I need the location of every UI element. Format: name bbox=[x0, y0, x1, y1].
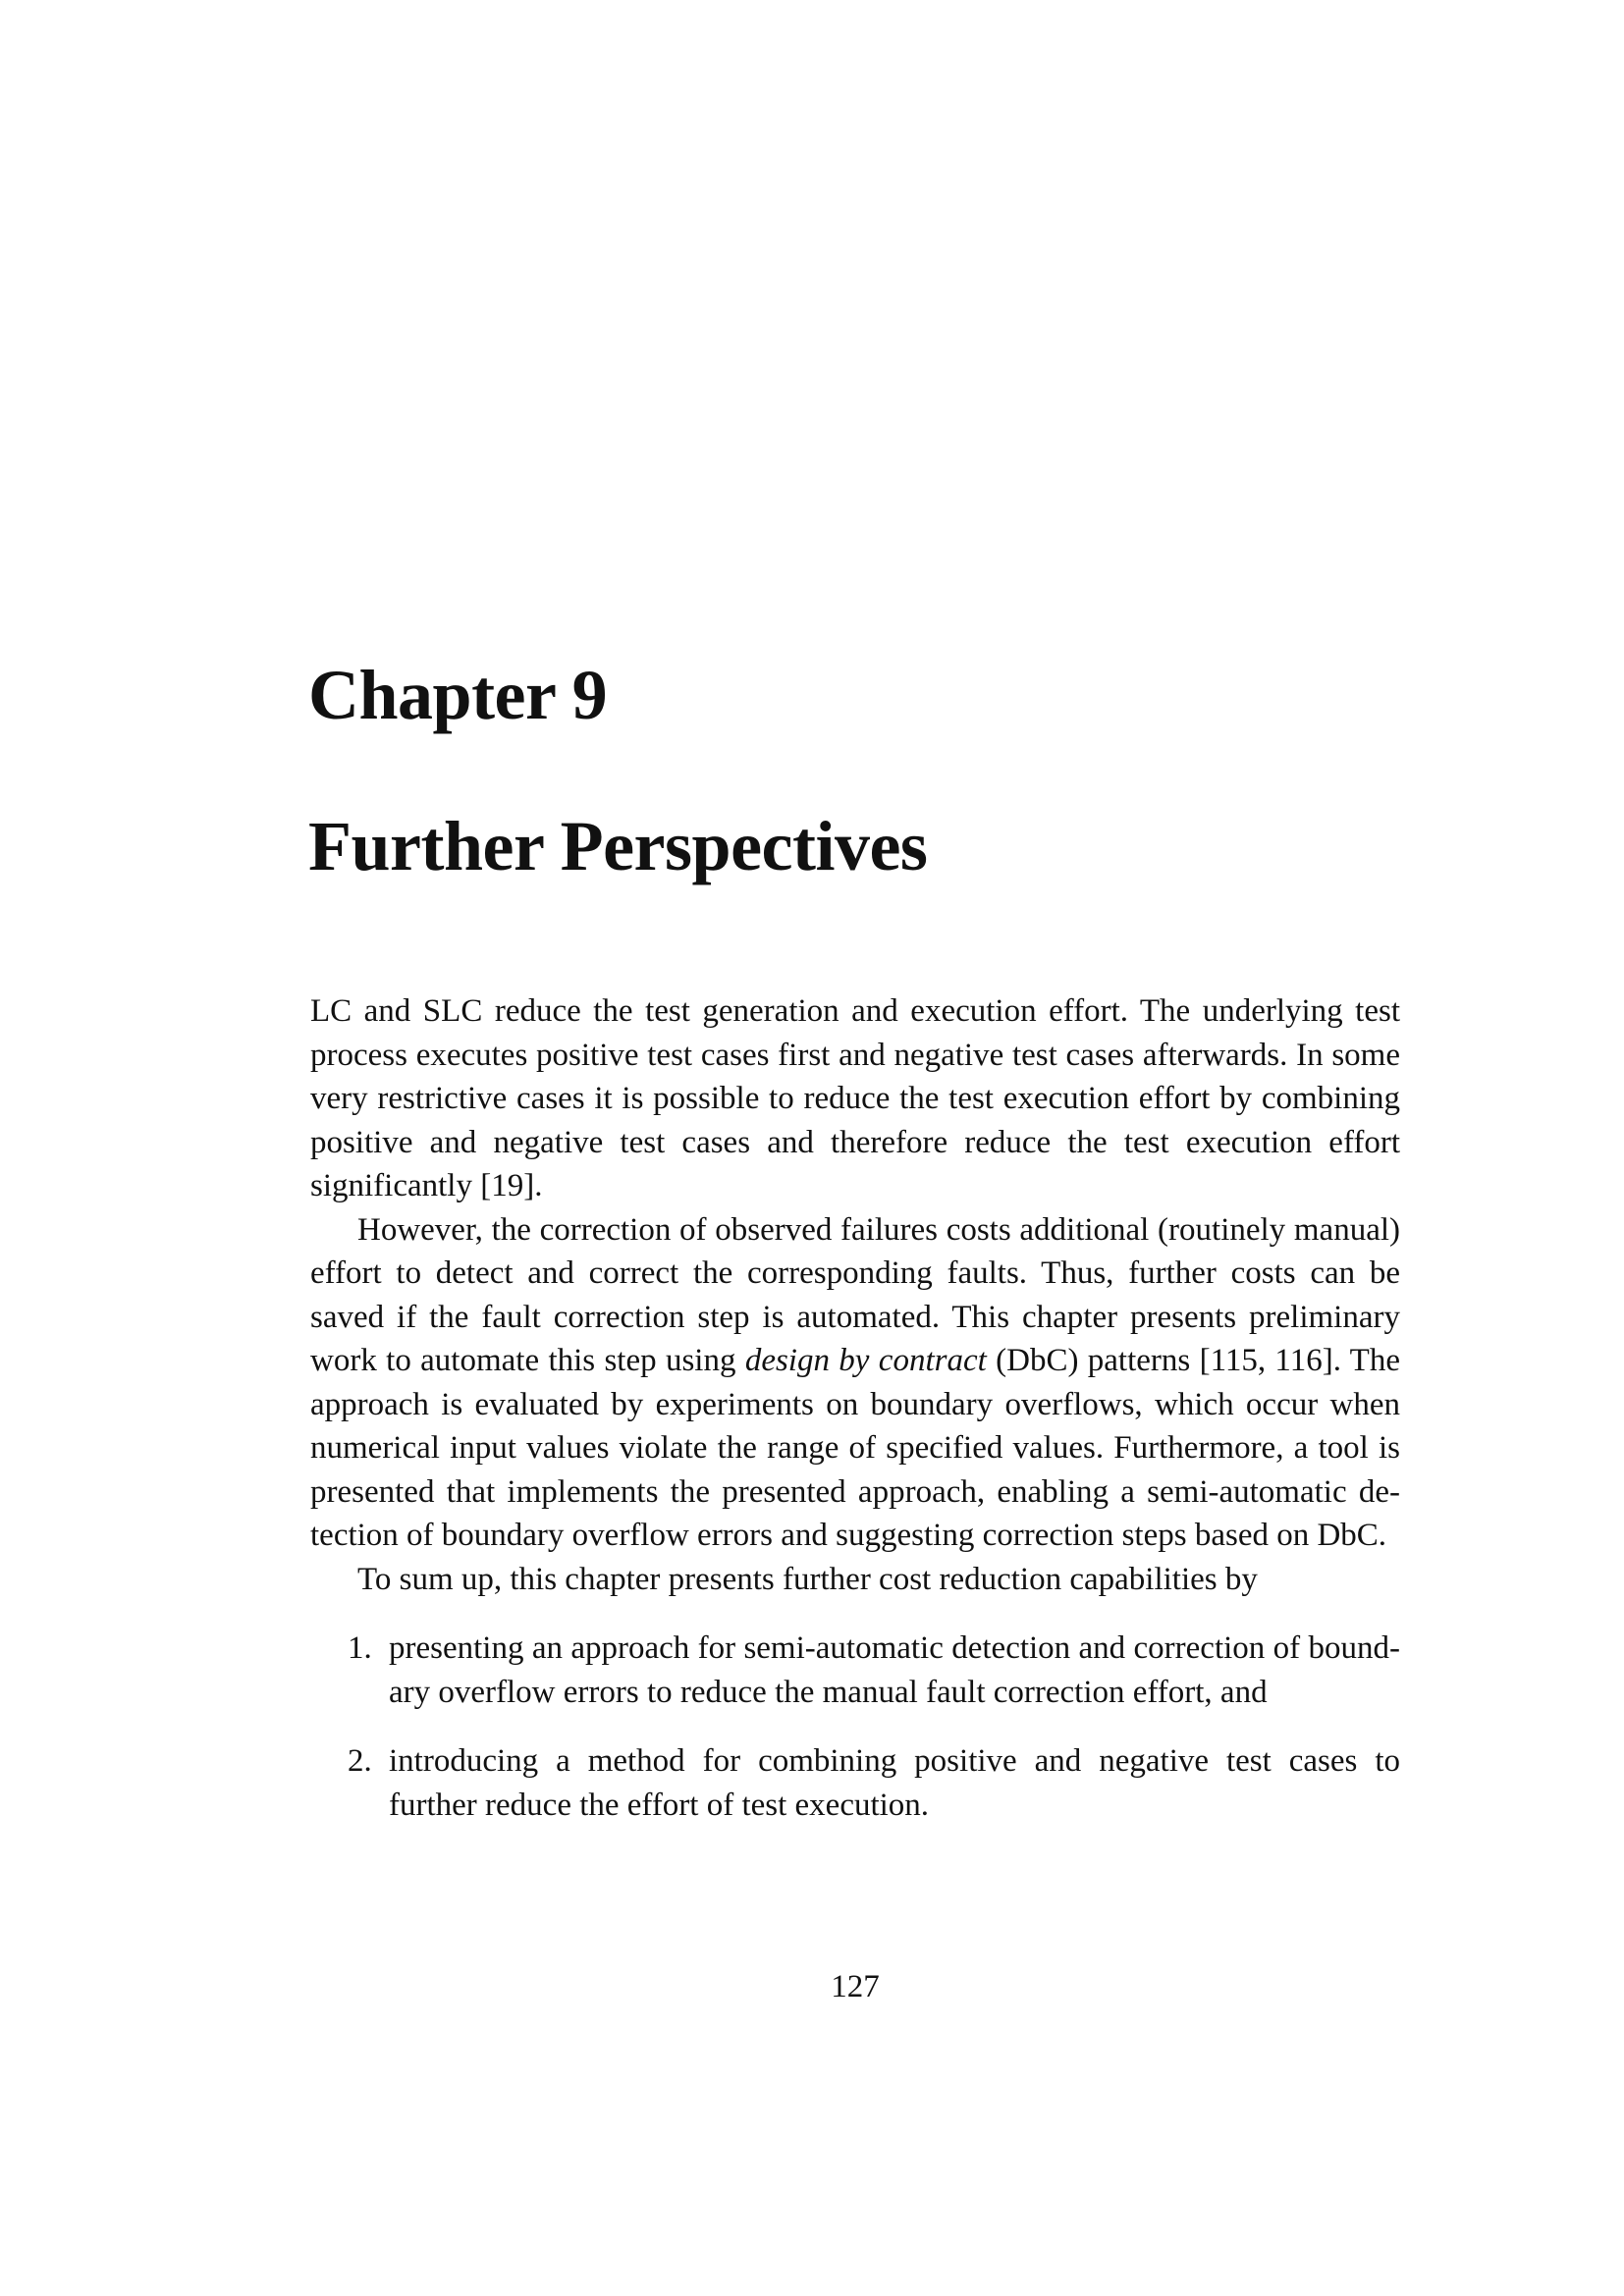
list-item-marker: 2. bbox=[348, 1743, 372, 1779]
paragraph-summary: To sum up, this chapter presents further cost reduction capabilities by bbox=[357, 1561, 1258, 1597]
chapter-body bbox=[310, 989, 1400, 1852]
paragraph-fault-correction-text-2: (DbC) patterns [115, 116]. The approach is evaluated by experiments on boundary overflows, which occur when numerical input values violate the range of specified values. Furthermore, a tool is presented that implements the presented approach, enabling a semi-automatic detection of boundary overflow errors and suggesting correction steps based on DbC. bbox=[310, 1343, 1400, 1553]
contribution-list bbox=[310, 1627, 1400, 1827]
paragraph-intro: LC and SLC reduce the test generation and execution effort. The underlying test process executes positive test cases first and negative test cases afterwards. In some very restrictive cases it is possible to reduce the test execution effort by combining positive and negative test cases and therefore reduce the test execution effort significantly [19]. bbox=[310, 993, 1400, 1203]
chapter-label: Chapter 9 bbox=[308, 656, 608, 734]
design-by-contract-term: design by contract bbox=[744, 1343, 987, 1378]
paragraph-fault-correction-text-1: However, the correction of observed failures costs additional (routinely manual) effort to detect and correct the corresponding faults. Thus, further costs can be saved if the fault correction step is automated. This chapter presents preliminary work to automate this step using bbox=[310, 1211, 1400, 1378]
page-number: 127 bbox=[831, 1969, 880, 2004]
chapter-title: Further Perspectives bbox=[308, 807, 928, 885]
list-item-text: introducing a method for combining positive and negative test cases to further reduce the effort of test execution. bbox=[389, 1743, 1400, 1823]
list-item-marker: 1. bbox=[348, 1630, 372, 1666]
list-item bbox=[310, 1739, 1400, 1827]
paragraph-fault-correction bbox=[310, 1208, 1400, 1558]
list-item bbox=[310, 1627, 1400, 1714]
list-item-text: presenting an approach for semi-automatic detection and correction of boundary overflow errors to reduce the manual fault correction effort, and bbox=[389, 1630, 1400, 1710]
